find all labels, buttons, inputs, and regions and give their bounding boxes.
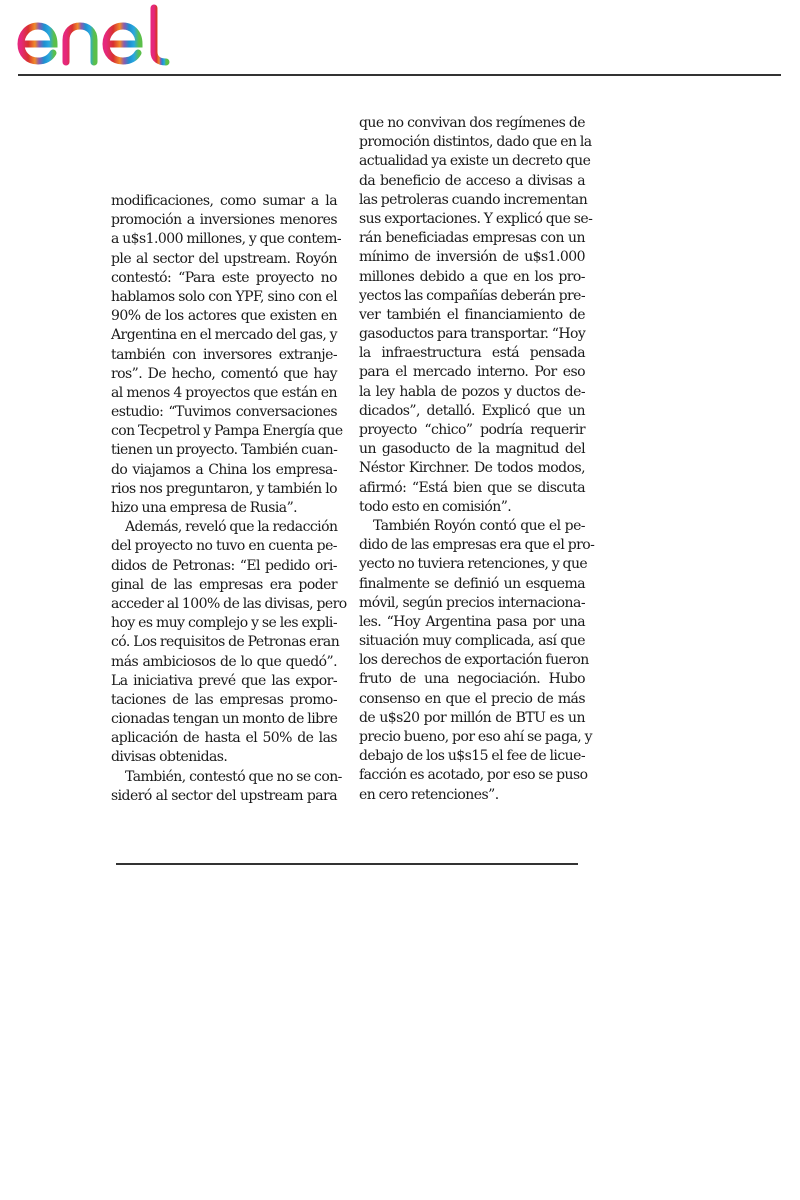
text-line: facción es acotado, por eso se puso [359, 767, 588, 784]
text-line: acceder al 100% de las divisas, pero [111, 595, 347, 612]
text-line: las petroleras cuando incrementan [359, 191, 588, 208]
text-line: promoción distintos, dado que en la [359, 134, 592, 151]
text-line: didos de Petronas: “El pedido ori- [111, 557, 337, 574]
text-line: al menos 4 proyectos que están en [111, 384, 337, 401]
text-line: también con inversores extranje- [111, 346, 337, 363]
text-line: sus exportaciones. Y explicó que se- [359, 210, 593, 227]
text-line: un gasoducto de la magnitud del [359, 441, 585, 458]
text-line: divisas obtenidas. [111, 749, 228, 766]
text-line: estudio: “Tuvimos conversaciones [111, 404, 337, 421]
text-line: proyecto “chico” podría requerir [359, 422, 585, 438]
text-line: También, contestó que no se con- [125, 768, 342, 785]
text-line: cionadas tengan un monto de libre [111, 711, 338, 728]
text-line: a u$s1.000 millones, y que contem- [111, 231, 342, 248]
enel-logo-graphic [14, 2, 184, 68]
text-line: del proyecto no tuvo en cuenta pe- [111, 538, 337, 555]
text-line: rán beneficiadas empresas con un [359, 230, 585, 247]
text-line: sideró al sector del upstream para [111, 787, 337, 804]
text-line: la infraestructura está pensada [359, 345, 585, 362]
text-line: finalmente se definió un esquema [359, 575, 585, 592]
text-line: aplicación de hasta el 50% de las [111, 730, 337, 747]
text-line: da beneficio de acceso a divisas a [359, 172, 585, 189]
text-line: en cero retenciones”. [359, 786, 499, 803]
text-line: precio bueno, por eso ahí se paga, y [359, 729, 592, 745]
text-line: con Tecpetrol y Pampa Energía que [111, 423, 343, 440]
text-line: taciones de las empresas promo- [111, 691, 337, 708]
text-line: Argentina en el mercado del gas, y [111, 327, 338, 344]
article-column-right [359, 114, 595, 805]
text-line: gasoductos para transportar. “Hoy [359, 326, 586, 343]
text-line: promoción a inversiones menores [111, 212, 337, 229]
text-line: modificaciones, como sumar a la [111, 193, 337, 209]
text-line: fruto de una negociación. Hubo [359, 671, 585, 688]
text-line: yecto no tuviera retenciones, y que [359, 556, 588, 573]
text-line: También Royón contó que el pe- [373, 517, 585, 534]
text-line: ver también el financiamiento de [359, 306, 585, 323]
text-line: dido de las empresas era que el pro- [359, 537, 595, 554]
text-line: ginal de las empresas era poder [111, 576, 337, 593]
text-line: do viajamos a China los empresa- [111, 461, 337, 478]
text-line: la ley habla de pozos y ductos de- [359, 383, 585, 400]
text-line: actualidad ya existe un decreto que [359, 153, 591, 170]
text-line: hablamos solo con YPF, sino con el [111, 288, 337, 305]
text-line: dicados”, detalló. Explicó que un [359, 402, 585, 419]
text-line: hizo una empresa de Rusia”. [111, 500, 298, 516]
text-line: para el mercado interno. Por eso [359, 364, 585, 381]
text-line: ros”. De hecho, comentó que hay [111, 365, 337, 382]
text-line: hoy es muy complejo y se les expli- [111, 615, 337, 632]
text-line: ple al sector del upstream. Royón [111, 250, 337, 267]
text-line: yectos las compañías deberán pre- [359, 287, 586, 304]
header-rule [18, 74, 781, 76]
text-line: millones debido a que en los pro- [359, 268, 585, 285]
page-header [0, 0, 800, 76]
text-line: debajo de los u$s15 el fee de licue- [359, 748, 586, 765]
text-line: móvil, según precios internaciona- [359, 594, 585, 611]
text-line: tienen un proyecto. También cuan- [111, 442, 338, 459]
text-line: que no convivan dos regímenes de [359, 115, 585, 131]
text-line: rios nos preguntaron, y también lo [111, 480, 337, 497]
text-line: los derechos de exportación fueron [359, 652, 589, 669]
article-column-left [111, 192, 347, 806]
text-line: mínimo de inversión de u$s1.000 [359, 249, 585, 266]
text-line: todo esto en comisión”. [359, 498, 512, 515]
text-line: 90% de los actores que existen en [111, 308, 337, 325]
text-line: La iniciativa prevé que las expor- [111, 672, 337, 689]
text-line: có. Los requisitos de Petronas eran [111, 634, 340, 651]
text-line: Néstor Kirchner. De todos modos, [359, 460, 585, 477]
enel-logo [14, 2, 184, 68]
article-end-rule [116, 863, 578, 865]
text-line: les. “Hoy Argentina pasa por una [359, 613, 585, 630]
text-line: afirmó: “Está bien que se discuta [359, 479, 585, 496]
text-line: consenso en que el precio de más [359, 690, 585, 707]
text-line: más ambiciosos de lo que quedó”. [111, 653, 337, 670]
text-line: contestó: “Para este proyecto no [111, 269, 337, 286]
text-line: de u$s20 por millón de BTU es un [359, 709, 585, 726]
text-line: situación muy complicada, así que [359, 633, 585, 650]
text-line: Además, reveló que la redacción [125, 519, 338, 536]
